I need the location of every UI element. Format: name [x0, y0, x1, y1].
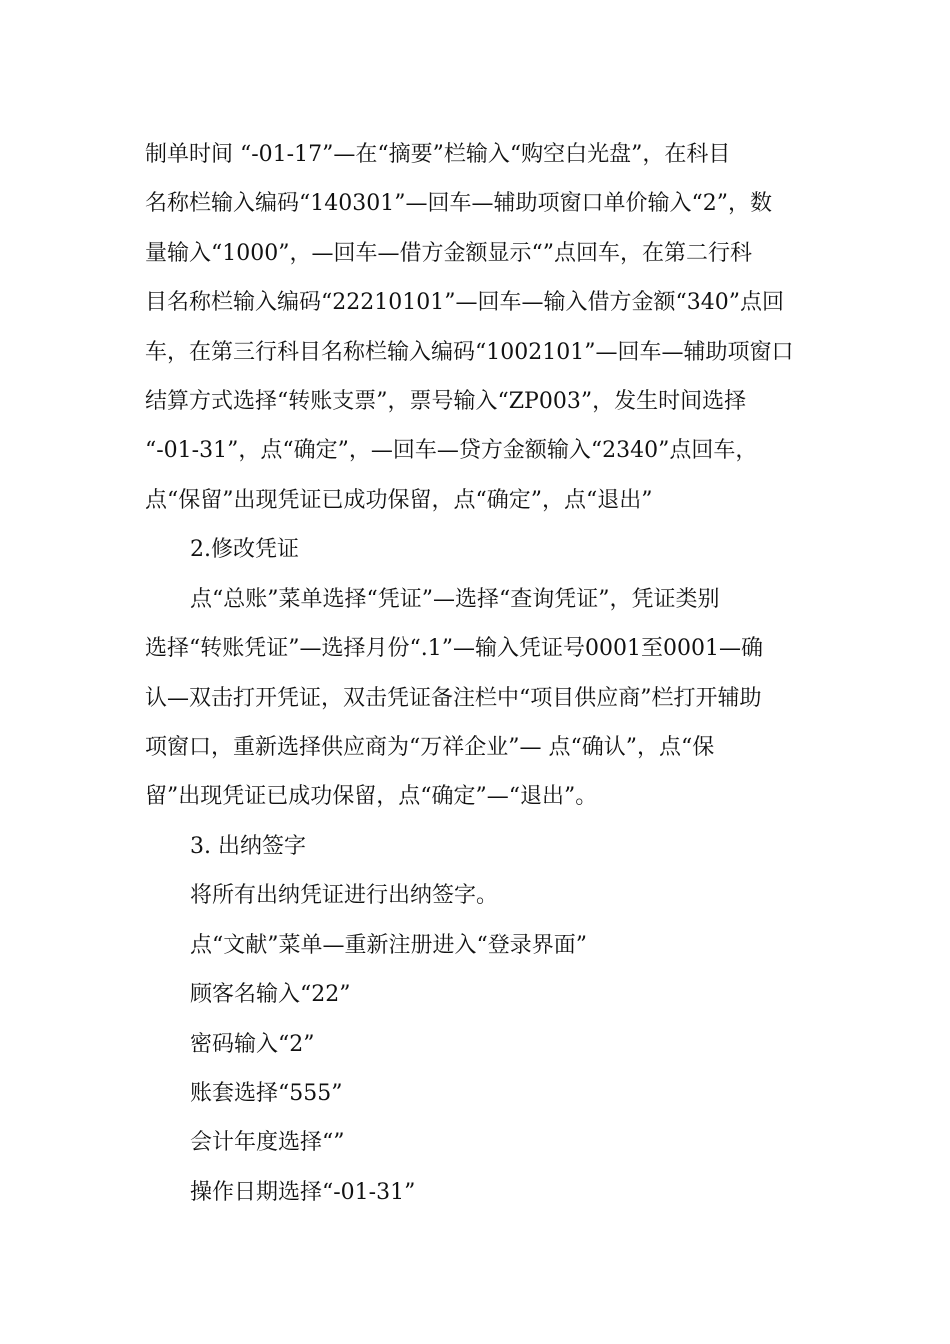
step-line-2: 点“文献”菜单—重新注册进入“登录界面”	[190, 933, 587, 958]
paragraph-2-line-2: 选择“转账凭证”—选择月份“.1”—输入凭证号0001至0001—确	[145, 636, 763, 661]
paragraph-1-line-4: 目名称栏输入编码“22210101”—回车—输入借方金额“340”点回	[145, 290, 784, 315]
step-line-1: 将所有出纳凭证进行出纳签字。	[190, 883, 499, 908]
step-line-3: 顾客名输入“22”	[190, 982, 351, 1007]
paragraph-2-line-5: 留”出现凭证已成功保留，点“确定”—“退出”。	[145, 784, 598, 809]
paragraph-1-line-6: 结算方式选择“转账支票”，票号输入“ZP003”，发生时间选择	[145, 389, 747, 414]
paragraph-1-line-7: “-01-31”，点“确定”，—回车—贷方金额输入“2340”点回车，	[145, 438, 758, 463]
paragraph-2-line-3: 认—双击打开凭证，双击凭证备注栏中“项目供应商”栏打开辅助	[145, 686, 762, 711]
section-heading-modify-voucher: 2.修改凭证	[190, 537, 299, 562]
step-line-6: 会计年度选择“”	[190, 1130, 345, 1155]
paragraph-1-line-8: 点“保留”出现凭证已成功保留，点“确定”，点“退出”	[145, 488, 653, 513]
section-heading-cashier-sign: 3. 出纳签字	[190, 834, 306, 859]
paragraph-1-line-5: 车，在第三行科目名称栏输入编码“1002101”—回车—辅助项窗口	[145, 340, 794, 365]
step-line-4: 密码输入“2”	[190, 1032, 315, 1057]
paragraph-1-line-1: 制单时间 “-01-17”—在“摘要”栏输入“购空白光盘”，在科目	[145, 142, 731, 167]
step-line-7: 操作日期选择“-01-31”	[190, 1180, 416, 1205]
paragraph-2-line-1: 点“总账”菜单选择“凭证”—选择“查询凭证”，凭证类别	[190, 587, 720, 612]
paragraph-2-line-4: 项窗口，重新选择供应商为“万祥企业”— 点“确认”，点“保	[145, 735, 715, 760]
paragraph-1-line-2: 名称栏输入编码“140301”—回车—辅助项窗口单价输入“2”，数	[145, 191, 772, 216]
step-line-5: 账套选择“555”	[190, 1081, 343, 1106]
paragraph-1-line-3: 量输入“1000”，—回车—借方金额显示“”点回车，在第二行科	[145, 241, 752, 266]
